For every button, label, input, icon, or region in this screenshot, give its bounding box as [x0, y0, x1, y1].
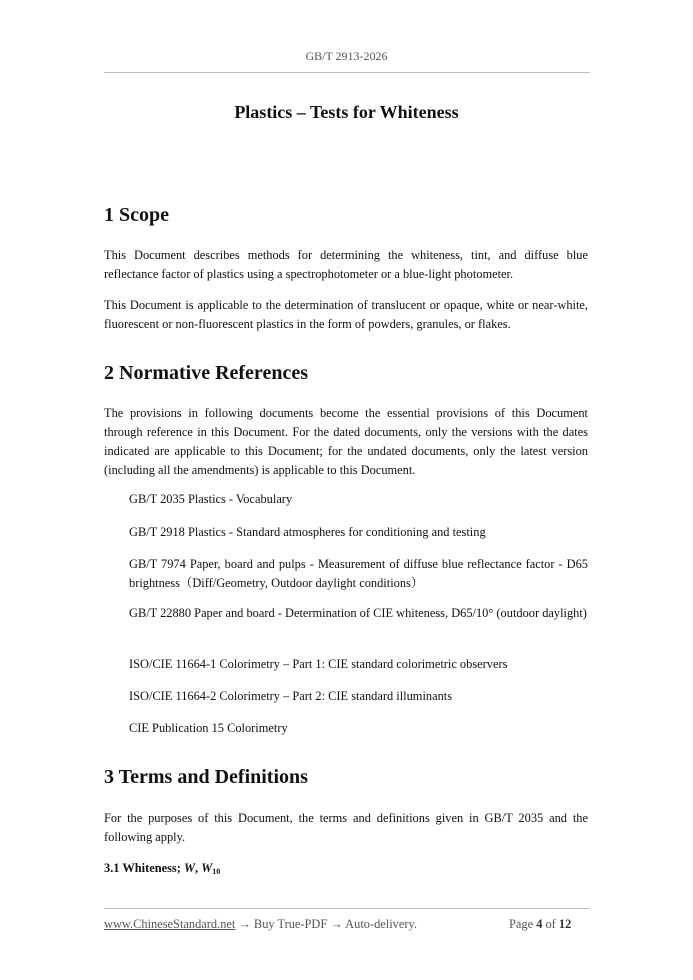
- running-header: GB/T 2913-2026: [305, 49, 388, 63]
- document-title: Plastics – Tests for Whiteness: [234, 102, 459, 122]
- header-rule: [104, 72, 590, 73]
- section-1-heading: 1 Scope: [104, 204, 169, 226]
- site-link[interactable]: www.ChineseStandard.net: [104, 917, 236, 931]
- whiteness-10-symbol: W: [201, 861, 213, 875]
- whiteness-10-subscript: 10: [212, 867, 221, 876]
- section-2-heading: 2 Normative References: [104, 362, 308, 384]
- whiteness-symbol: W: [183, 861, 196, 875]
- symbol-separator: ,: [195, 861, 202, 875]
- of-word: of: [542, 917, 559, 931]
- page-number: [509, 917, 571, 932]
- page-word: Page: [509, 917, 537, 931]
- subsection-3-1-heading: [104, 861, 220, 876]
- reference-item: GB/T 2035 Plastics - Vocabulary: [129, 492, 293, 506]
- scope-paragraph-1: This Document describes methods for determining the whiteness, tint, and diffuse blue reflectance factor of plastics using a spectrophotometer or a blue-light photometer.: [104, 248, 588, 281]
- references-intro: The provisions in following documents become the essential provisions of this Document through reference in this Document. For the dated documents, only the versions with the dates indicated are applicable to this Document; for the undated documents, only the latest version (including all the amendments) is applicable to this Document.: [104, 406, 588, 477]
- subsection-label: 3.1 Whiteness;: [104, 861, 184, 875]
- section-3-heading: 3 Terms and Definitions: [104, 766, 308, 788]
- footer-note: [104, 917, 417, 932]
- footer-tagline: → Buy True-PDF → Auto-delivery.: [235, 917, 417, 931]
- reference-item: GB/T 22880 Paper and board - Determination of CIE whiteness, D65/10° (outdoor daylight): [129, 606, 587, 620]
- reference-item: GB/T 7974 Paper, board and pulps - Measurement of diffuse blue reflectance factor - D65 brightness（Diff/Geometry, Outdoor daylight conditions）: [129, 557, 588, 590]
- total-pages: 12: [558, 917, 572, 931]
- reference-item: GB/T 2918 Plastics - Standard atmospheres for conditioning and testing: [129, 525, 486, 539]
- reference-item: ISO/CIE 11664-1 Colorimetry – Part 1: CIE standard colorimetric observers: [129, 657, 508, 671]
- current-page: 4: [536, 917, 543, 931]
- reference-item: ISO/CIE 11664-2 Colorimetry – Part 2: CIE standard illuminants: [129, 689, 453, 703]
- terms-intro: For the purposes of this Document, the terms and definitions given in GB/T 2035 and the following apply.: [104, 811, 588, 844]
- scope-paragraph-2: This Document is applicable to the determination of translucent or opaque, white or near-white, fluorescent or non-fluorescent plastics in the form of powders, granules, or flakes.: [104, 298, 588, 331]
- reference-item: CIE Publication 15 Colorimetry: [129, 721, 288, 735]
- footer-rule: [104, 908, 590, 909]
